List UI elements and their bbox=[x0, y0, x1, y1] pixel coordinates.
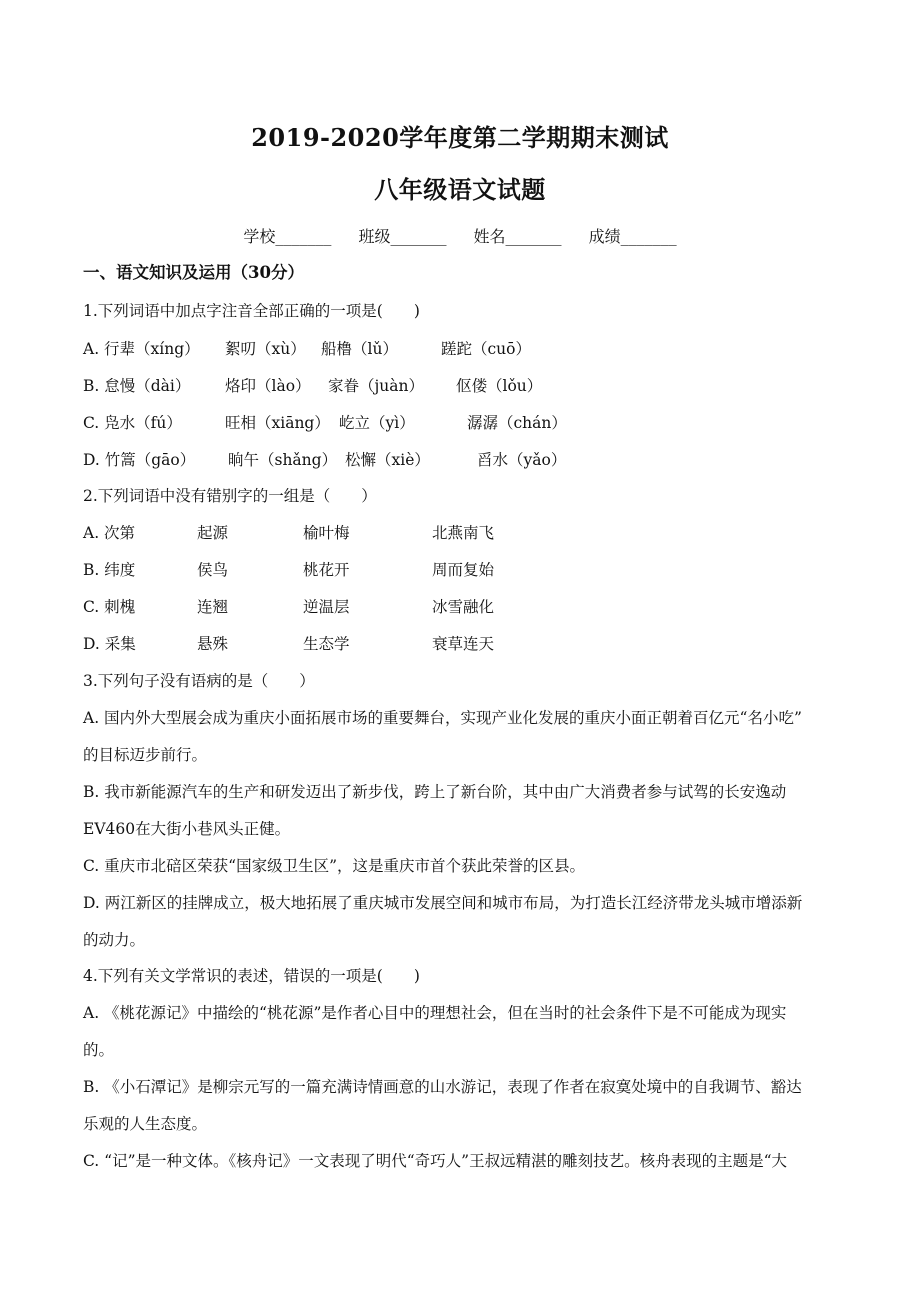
q4-option-a-line2: 的。 bbox=[83, 1041, 115, 1059]
q2-b-item2: 侯鸟 bbox=[197, 561, 229, 579]
score-field: 成绩_______ bbox=[588, 227, 677, 246]
q1-a-item3: 船橹（lǔ） bbox=[321, 340, 398, 358]
q2-d-item1: D. 采集 bbox=[83, 635, 136, 653]
question-3-stem: 3.下列句子没有语病的是（ ） bbox=[83, 672, 315, 690]
exam-subtitle: 八年级语文试题 bbox=[374, 175, 546, 204]
question-1-stem: 1.下列词语中加点字注音全部正确的一项是( ) bbox=[83, 302, 420, 320]
q1-a-item4: 蹉跎（cuō） bbox=[441, 340, 531, 358]
q1-c-item1: C. 凫水（fú） bbox=[83, 414, 182, 432]
student-info-line bbox=[0, 224, 920, 247]
q2-d-item2: 悬殊 bbox=[197, 635, 229, 653]
q1-d-item1: D. 竹篙（gāo） bbox=[83, 451, 196, 469]
q3-option-b-line1: B. 我市新能源汽车的生产和研发迈出了新步伐，跨上了新台阶，其中由广大消费者参与试驾的长安逸动 bbox=[83, 783, 787, 801]
class-field: 班级_______ bbox=[358, 227, 447, 246]
q2-c-item4: 冰雪融化 bbox=[432, 598, 495, 616]
q2-a-item4: 北燕南飞 bbox=[432, 524, 495, 542]
q1-d-item3: 松懈（xiè） bbox=[345, 451, 430, 469]
q2-c-item3: 逆温层 bbox=[303, 598, 350, 616]
q3-option-d-line1: D. 两江新区的挂牌成立，极大地拓展了重庆城市发展空间和城市布局，为打造长江经济带龙头城市增添新 bbox=[83, 894, 803, 912]
q1-a-item2: 絮叨（xù） bbox=[225, 340, 306, 358]
q3-option-b-line2: EV460在大街小巷风头正健。 bbox=[83, 820, 291, 838]
q2-b-item1: B. 纬度 bbox=[83, 561, 136, 579]
q1-d-item2: 晌午（shǎng） bbox=[228, 451, 338, 469]
q3-option-d-line2: 的动力。 bbox=[83, 931, 146, 949]
q2-c-item2: 连翘 bbox=[197, 598, 229, 616]
q1-b-item2: 烙印（lào） bbox=[225, 377, 311, 395]
exam-title: 2019-2020学年度第二学期期末测试 bbox=[251, 123, 669, 152]
q4-option-b-line2: 乐观的人生态度。 bbox=[83, 1115, 208, 1133]
q2-d-item3: 生态学 bbox=[303, 635, 350, 653]
q1-d-item4: 舀水（yǎo） bbox=[477, 451, 567, 469]
q2-d-item4: 衰草连天 bbox=[432, 635, 495, 653]
q1-c-item2: 旺相（xiāng） bbox=[225, 414, 330, 432]
q2-a-item2: 起源 bbox=[197, 524, 229, 542]
name-field: 姓名_______ bbox=[473, 227, 562, 246]
question-4-stem: 4.下列有关文学常识的表述，错误的一项是( ) bbox=[83, 967, 420, 985]
q4-option-b-line1: B. 《小石潭记》是柳宗元写的一篇充满诗情画意的山水游记，表现了作者在寂寞处境中的自我调节、豁达 bbox=[83, 1078, 802, 1096]
q1-a-item1: A. 行辈（xíng） bbox=[83, 340, 200, 358]
q1-b-item1: B. 怠慢（dài） bbox=[83, 377, 191, 395]
q4-option-c-line1: C. “记”是一种文体。《核舟记》一文表现了明代“奇巧人”王叔远精湛的雕刻技艺。核舟表现的主题是“大 bbox=[83, 1152, 788, 1170]
q2-b-item4: 周而复始 bbox=[432, 561, 495, 579]
q4-option-a-line1: A. 《桃花源记》中描绘的“桃花源”是作者心目中的理想社会，但在当时的社会条件下是不可能成为现实 bbox=[83, 1004, 787, 1022]
section-heading: 一、语文知识及运用（30分） bbox=[83, 263, 304, 282]
q1-b-item4: 伛偻（lǒu） bbox=[456, 377, 543, 395]
school-field: 学校_______ bbox=[243, 227, 332, 246]
q2-a-item3: 榆叶梅 bbox=[303, 524, 350, 542]
q3-option-a-line2: 的目标迈步前行。 bbox=[83, 746, 208, 764]
q1-c-item4: 潺潺（chán） bbox=[467, 414, 567, 432]
q2-a-item1: A. 次第 bbox=[83, 524, 136, 542]
question-2-stem: 2.下列词语中没有错别字的一组是（ ） bbox=[83, 487, 377, 505]
q2-c-item1: C. 刺槐 bbox=[83, 598, 136, 616]
q1-c-item3: 屹立（yì） bbox=[339, 414, 415, 432]
q3-option-c-line1: C. 重庆市北碚区荣获“国家级卫生区”，这是重庆市首个获此荣誉的区县。 bbox=[83, 857, 586, 875]
q2-b-item3: 桃花开 bbox=[303, 561, 350, 579]
q3-option-a-line1: A. 国内外大型展会成为重庆小面拓展市场的重要舞台，实现产业化发展的重庆小面正朝着百亿元“名小吃” bbox=[83, 709, 802, 727]
q1-b-item3: 家眷（juàn） bbox=[328, 377, 425, 395]
